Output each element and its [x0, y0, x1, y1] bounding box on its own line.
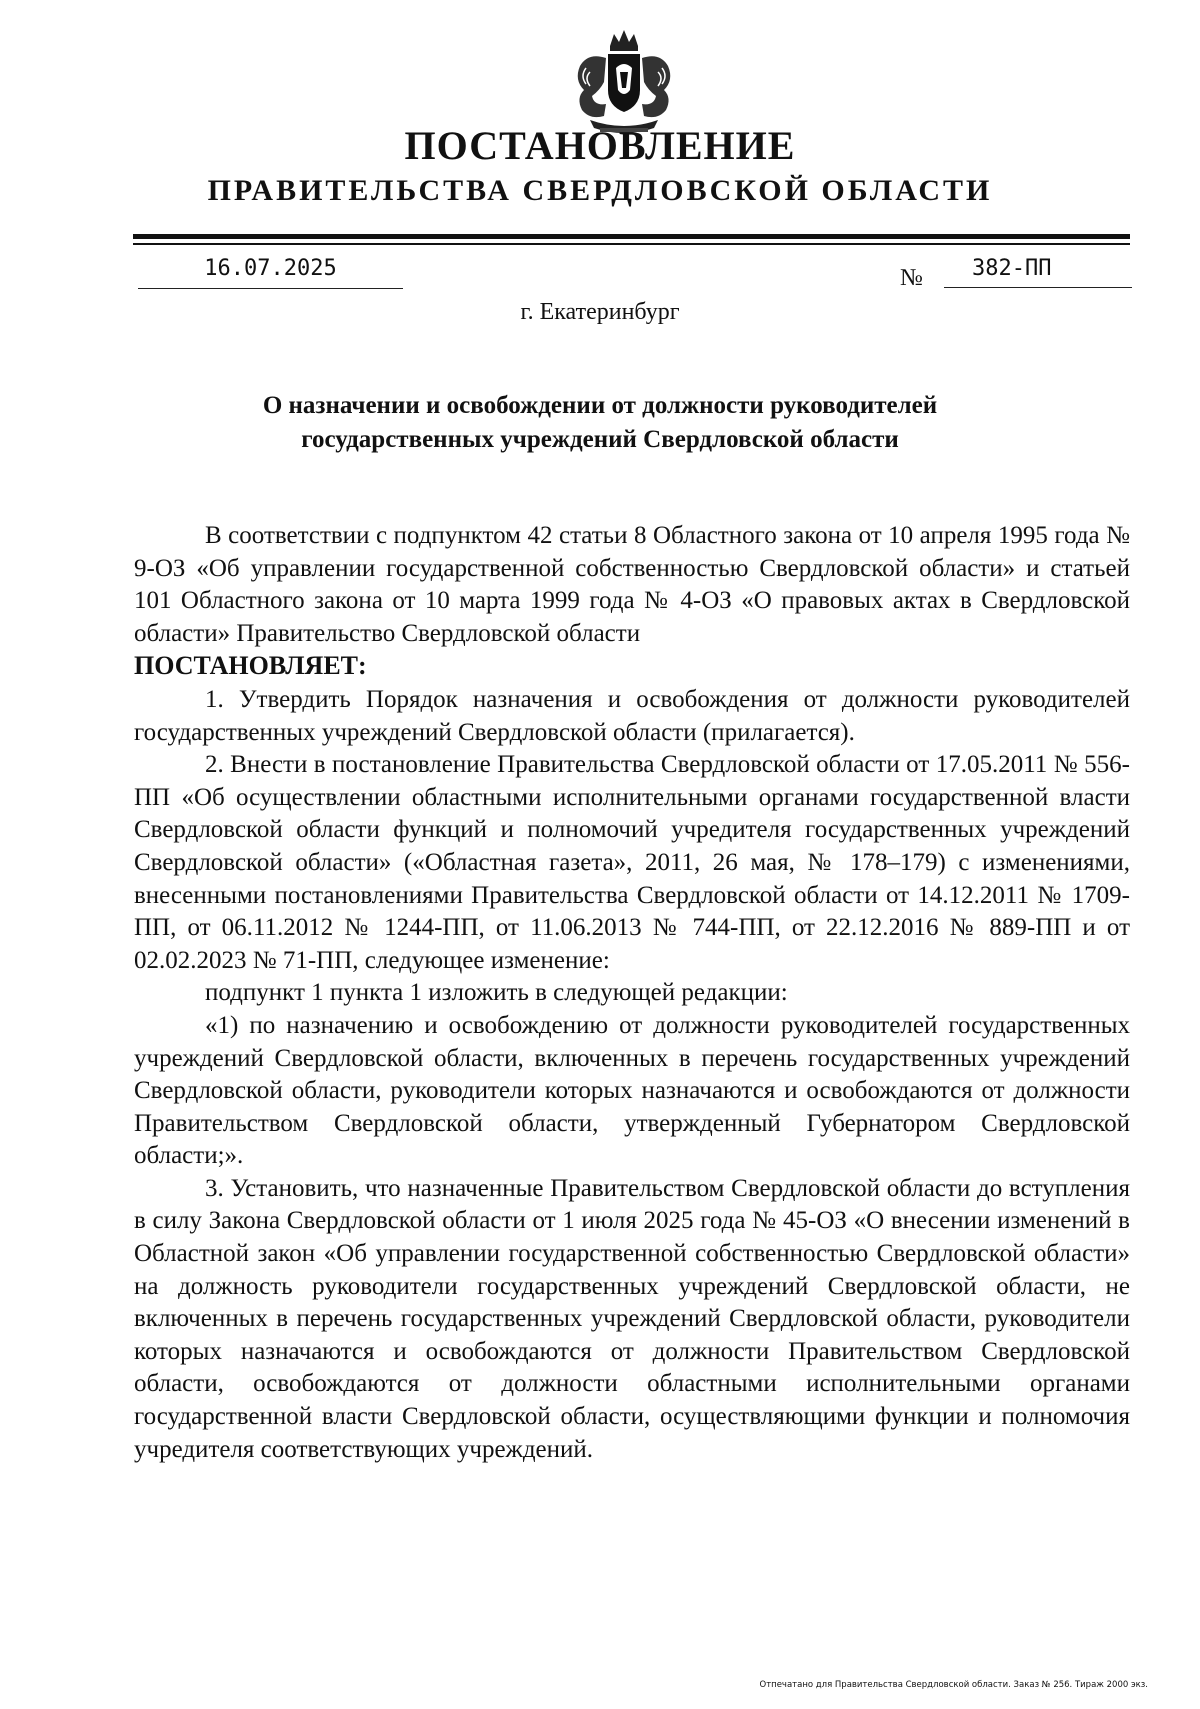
document-date: 16.07.2025 — [138, 254, 403, 289]
issue-city: г. Екатеринбург — [520, 299, 680, 325]
resolve-paragraph — [134, 650, 1130, 684]
paragraph-3: 3. Установить, что назначенные Правительством Свердловской области до вступления в силу Закона Свердловской области от 1 июля 2025 года № 45-ОЗ «О внесении изменений в Областной закон «Об управлении государственной собственностью Свердловской области» на должность руководители государственных учреждений Свердловской области, не включенных в перечень государственных учреждений Свердловской области, руководители которых назначаются и освобождаются от должности Правительством Свердловской области, освобождаются от должности областными исполнительными органами государственной власти Свердловской области, осуществляющими функции и полномочия учредителя соответствующих учреждений. — [134, 1174, 1130, 1463]
subject-line-2: государственных учреждений Свердловской области — [301, 426, 899, 453]
document-number: 382-ПП — [944, 254, 1132, 288]
paragraph-1: 1. Утвердить Порядок назначения и освобождения от должности руководителей государственных учреждений Свердловской области (прилагается). — [134, 685, 1130, 746]
print-footer: Отпечатано для Правительства Свердловской области. Заказ № 256. Тираж 2000 экз. — [759, 1680, 1148, 1690]
intro-text: В соответствии с подпунктом 42 статьи 8 Областного закона от 10 апреля 1995 года № 9-ОЗ «Об управлении государственной собственностью Свердловской области» и статьей 101 Областного закона от 10 марта 1999 года № 4-ОЗ «О правовых актах в Свердловской области» Правительство Свердловской области — [134, 522, 1130, 647]
subject-line-1: О назначении и освобождении от должности руководителей — [262, 392, 938, 419]
header-divider-thin — [133, 243, 1130, 245]
intro-paragraph — [134, 520, 1130, 650]
document-subject — [150, 389, 1050, 457]
resolve-word: ПОСТАНОВЛЯЕТ: — [134, 651, 367, 681]
paragraph-2: 2. Внести в постановление Правительства Свердловской области от 17.05.2011 № 556-ПП «Об осуществлении областными исполнительными органами государственной власти Свердловской области функций и полномочий учредителя государственных учреждений Свердловской области» («Областная газета», 2011, 26 мая, № 178–179) с изменениями, внесенными постановлениями Правительства Свердловской области от 14.12.2011 № 1709-ПП, от 06.11.2012 № 1244-ПП, от 11.06.2013 № 744-ПП, от 22.12.2016 № 889-ПП и от 02.02.2023 № 71-ПП, следующее изменение: — [134, 751, 1130, 974]
document-body — [134, 520, 1130, 1466]
document-type-title: ПОСТАНОВЛЕНИЕ — [404, 123, 796, 168]
header-divider-thick — [133, 234, 1130, 239]
paragraph-2-subitem: подпункт 1 пункта 1 изложить в следующей редакции: — [205, 979, 788, 1007]
issuing-authority: ПРАВИТЕЛЬСТВА СВЕРДЛОВСКОЙ ОБЛАСТИ — [207, 174, 993, 207]
number-sign: № — [900, 265, 923, 291]
paragraph-2-quote: «1) по назначению и освобождению от должности руководителей государственных учреждений Свердловской области, включенных в перечень государственных учреждений Свердловской области, руководители которых назначаются и освобождаются от должности Правительством Свердловской области, утвержденный Губернатором Свердловской области;». — [134, 1011, 1130, 1170]
